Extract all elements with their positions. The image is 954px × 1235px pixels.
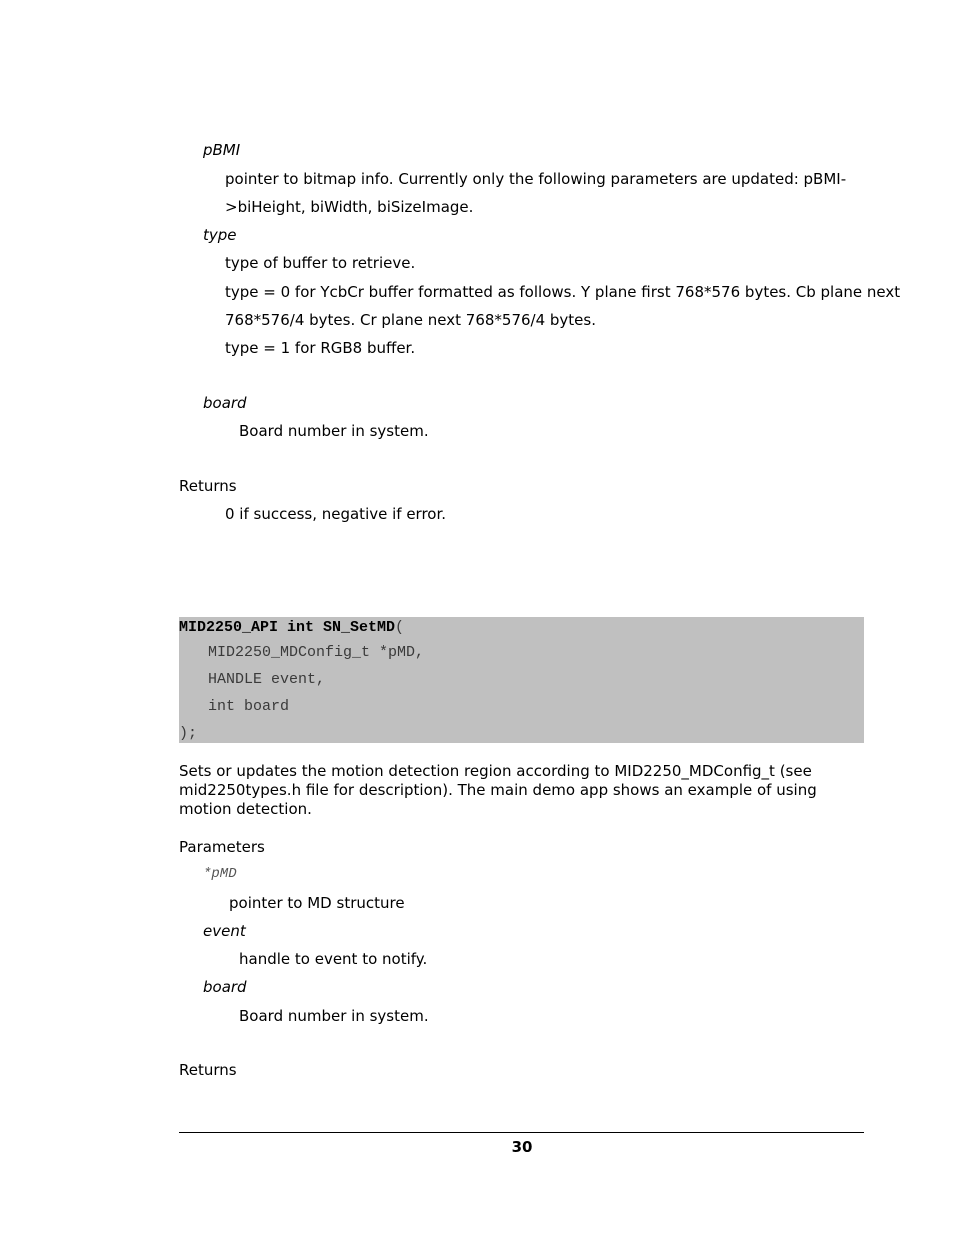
returns-label: Returns bbox=[179, 477, 237, 495]
param-board-desc: Board number in system. bbox=[239, 422, 429, 440]
param-pmd-desc: pointer to MD structure bbox=[229, 894, 405, 912]
function-description: Sets or updates the motion detection region according to MID2250_MDConfig_t (see mid2250types.h file for description). The main demo app shows an example of using motion detection. bbox=[179, 762, 817, 818]
param-type-name: type bbox=[203, 226, 237, 244]
page-number: 30 bbox=[511, 1138, 533, 1156]
returns-label-2: Returns bbox=[179, 1061, 237, 1079]
function-signature: MID2250_API int SN_SetMD bbox=[179, 619, 396, 636]
param-type-desc-line4: type = 1 for RGB8 buffer. bbox=[225, 339, 416, 357]
param-board-name: board bbox=[203, 394, 247, 412]
code-block bbox=[179, 617, 864, 743]
param-board-name-2: board bbox=[203, 978, 247, 996]
returns-desc: 0 if success, negative if error. bbox=[225, 505, 447, 523]
code-close: ); bbox=[179, 725, 198, 742]
param-event-name: event bbox=[203, 922, 246, 940]
param-type-desc-line2: type = 0 for YcbCr buffer formatted as follows. Y plane first 768*576 bytes. Cb plane next bbox=[225, 283, 901, 301]
code-arg-board: int board bbox=[208, 698, 290, 715]
param-type-desc-line1: type of buffer to retrieve. bbox=[225, 254, 416, 272]
param-event-desc: handle to event to notify. bbox=[239, 950, 428, 968]
param-pbmi-desc-line2: >biHeight, biWidth, biSizeImage. bbox=[225, 198, 474, 216]
code-arg-pmd: MID2250_MDConfig_t *pMD, bbox=[208, 644, 425, 661]
footer-rule bbox=[179, 1132, 864, 1133]
parameters-label: Parameters bbox=[179, 838, 265, 856]
param-board-desc-2: Board number in system. bbox=[239, 1007, 429, 1025]
function-signature-line bbox=[179, 616, 404, 638]
param-pmd-name: *pMD bbox=[203, 866, 237, 882]
param-pbmi-desc-line1: pointer to bitmap info. Currently only the following parameters are updated: pBMI- bbox=[225, 170, 847, 188]
code-arg-event: HANDLE event, bbox=[208, 671, 326, 688]
param-pbmi-name: pBMI bbox=[203, 141, 241, 159]
param-type-desc-line3: 768*576/4 bytes. Cr plane next 768*576/4 bytes. bbox=[225, 311, 596, 329]
open-paren: ( bbox=[395, 619, 405, 636]
